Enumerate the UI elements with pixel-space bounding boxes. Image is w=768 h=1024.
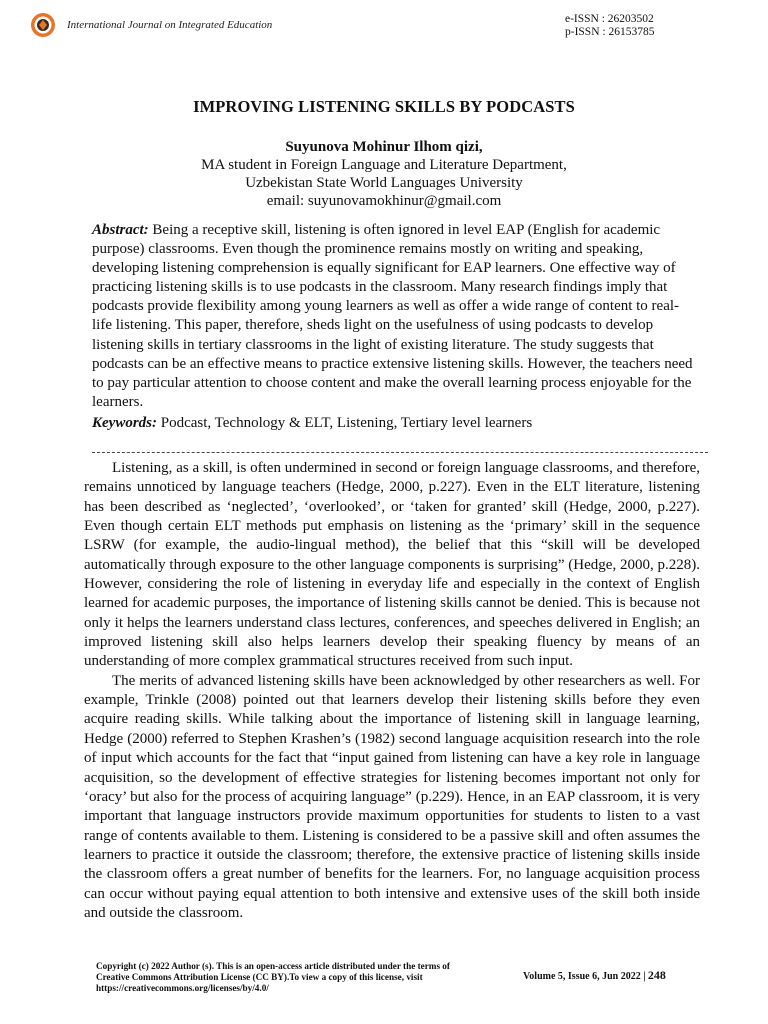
footer-copyright: Copyright (c) 2022 Author (s). This is an open-access article distributed under the terms of Creative Commons Attribution License (CC BY).To view a copy of this license, visit https://creativecommons.org/licenses/by/4.0/	[96, 961, 450, 993]
footer-volume-text: Volume 5, Issue 6, Jun 2022 |	[523, 971, 648, 982]
body-paragraph-1: Listening, as a skill, is often undermined in second or foreign language classrooms, and therefore, remains unnoticed by language teachers (Hedge, 2000, p.227). Even in the ELT literature, listening has been described as ‘neglected’, ‘overlooked’, or ‘taken for granted’ skill (Hedge, 2000, p.227). Even though certain ELT methods put emphasis on listening as the ‘primary’ skill in the sequence LSRW (for example, the audio-lingual method), the belief that this “skill will be developed automatically through exposure to the other language components is surprising” (Hedge, 2000, p.228). However, considering the role of listening in everyday life and especially in the context of English learned for academic purposes, the importance of listening skills cannot be denied. This is because not only it helps the learners understand class lectures, conferences, and speeches delivered in English; an improved listening skill also helps learners develop their speaking fluency by means of an understanding of more complex grammatical structures received from such input.	[84, 460, 700, 670]
abstract	[92, 221, 699, 412]
body-text	[84, 459, 700, 923]
paper-title: IMPROVING LISTENING SKILLS BY PODCASTS	[193, 97, 575, 116]
author-affiliation-1: MA student in Foreign Language and Literature Department,	[201, 157, 567, 173]
section-divider	[92, 452, 708, 453]
author-affiliation-2: Uzbekistan State World Languages University	[245, 175, 523, 191]
author-name: Suyunova Mohinur Ilhom qizi,	[285, 139, 483, 155]
author-email: email: suyunovamokhinur@gmail.com	[266, 193, 502, 209]
footer-volume	[523, 968, 666, 983]
page-header	[30, 8, 740, 48]
journal-name: International Journal on Integrated Education	[67, 19, 273, 31]
issn-block	[565, 13, 685, 39]
keywords-label: Keywords:	[92, 415, 157, 431]
eissn: e-ISSN : 26203502	[565, 13, 654, 25]
pissn: p-ISSN : 26153785	[565, 26, 655, 38]
abstract-text: Being a receptive skill, listening is often ignored in level EAP (English for academic purpose) classrooms. Even though the prominence remains mostly on writing and speaking, developing listening comprehension is equally significant for EAP learners. One effective way of practicing listening skills is to use podcasts in the classroom. Many research findings imply that podcasts provide flexibility among young learners as well as offer a wide range of content to real-life listening. This paper, therefore, sheds light on the usefulness of using podcasts to develop listening skills in tertiary classrooms in the light of existing literature. The study suggests that podcasts can be an effective means to practice extensive listening skills. However, the teachers need to pay particular attention to choose content and make the overall learning process enjoyable for the learners.	[92, 222, 693, 410]
keywords-text: Podcast, Technology & ELT, Listening, Tertiary level learners	[157, 415, 533, 431]
keywords	[92, 414, 699, 433]
page-number: 248	[647, 968, 666, 982]
journal-logo-icon	[30, 12, 56, 38]
author-block	[0, 138, 768, 210]
abstract-label: Abstract:	[92, 222, 149, 238]
body-paragraph-2: The merits of advanced listening skills have been acknowledged by other researchers as well. For example, Trinkle (2008) pointed out that learners develop their listening skills before they even acquire reading skills. While talking about the importance of listening skill in language learning, Hedge (2000) referred to Stephen Krashen’s (1982) second language acquisition research into the role of input which accounts for the fact that “input gained from listening can have a key role in language acquisition, so the development of effective strategies for listening becomes important not only for ‘oracy’ but also for the process of acquiring language” (p.229). Hence, in an EAP classroom, it is very important that language instructors provide maximum opportunities for students to listen to a vast range of contents available to them. Listening is considered to be a passive skill and often assumes the learners to practice it outside the classroom; therefore, the extensive practice of listening skills inside the classroom offers a great number of benefits for the learners. For, no language acquisition process can occur without paying equal attention to both intensive and extensive uses of the skill both inside and outside the classroom.	[84, 672, 700, 921]
